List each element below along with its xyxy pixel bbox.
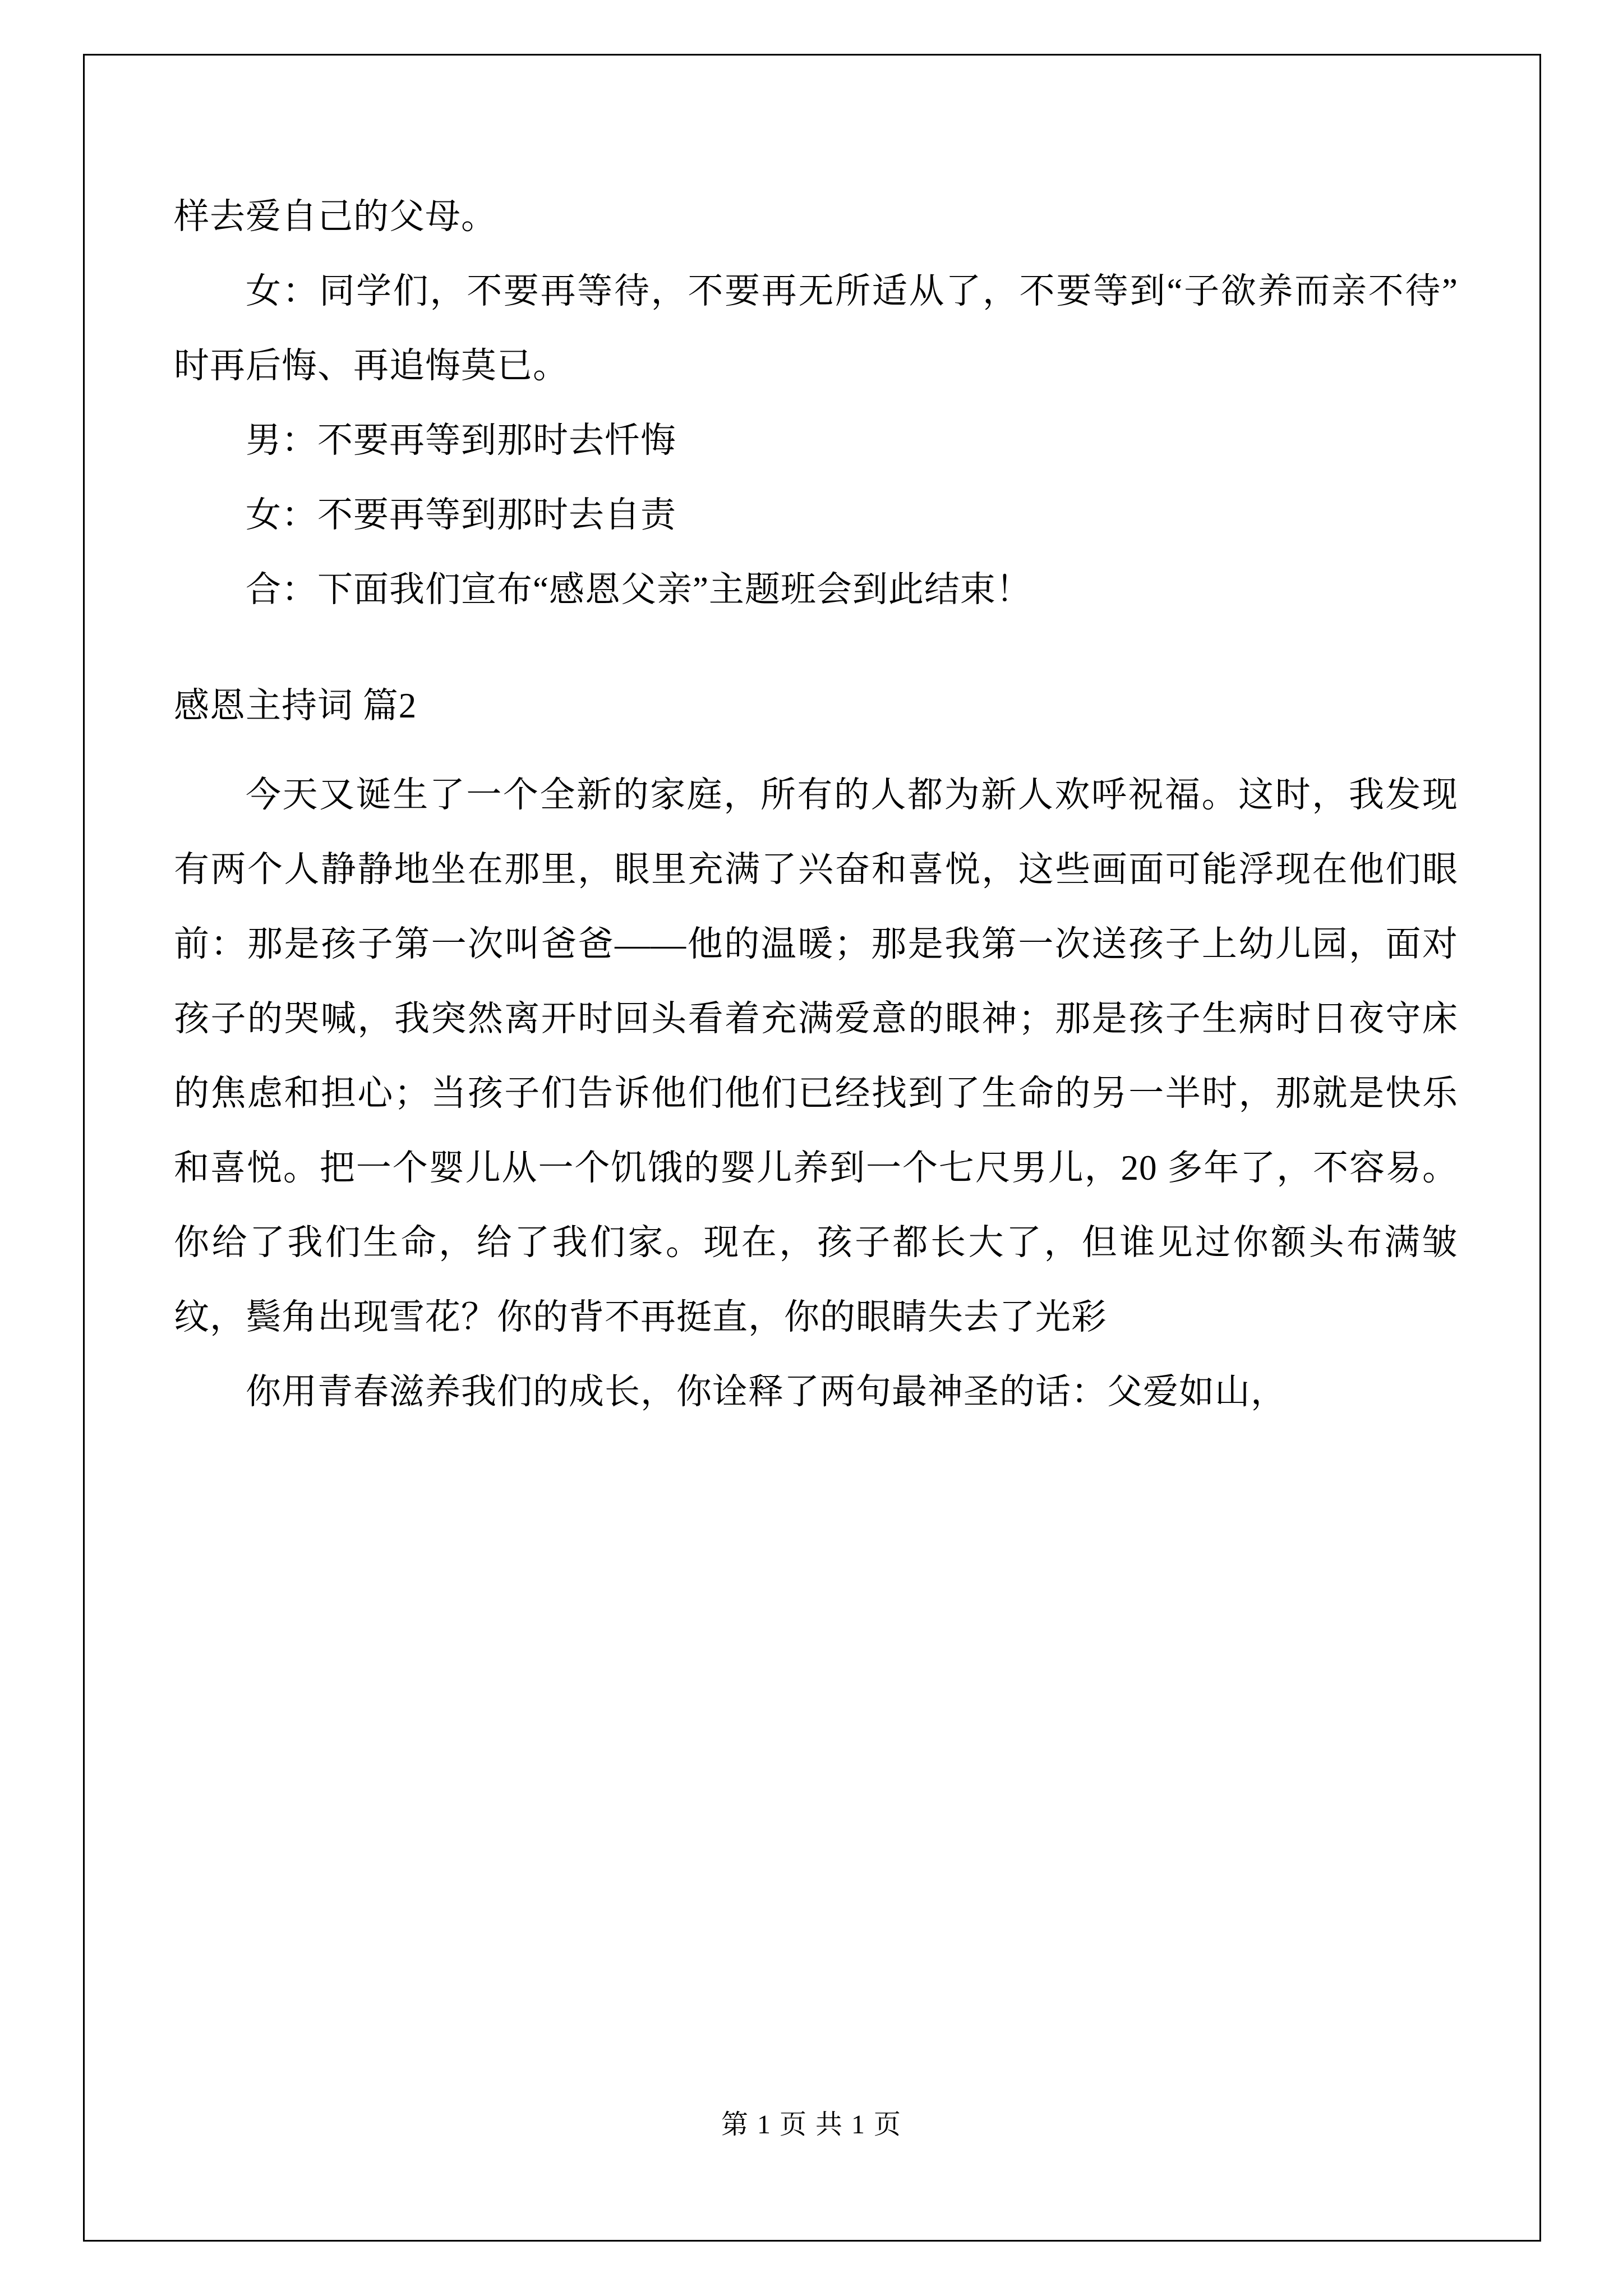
document-content — [174, 180, 1458, 1429]
page-footer — [0, 2102, 1623, 2141]
paragraph: 女：不要再等到那时去自责 — [246, 495, 676, 535]
paragraph: 合：下面我们宣布“感恩父亲”主题班会到此结束！ — [246, 570, 1032, 609]
section-heading: 感恩主持词 篇2 — [174, 686, 417, 725]
spacer — [174, 627, 1458, 650]
paragraph: 你用青春滋养我们的成长，你诠释了两句最神圣的话：父爱如山， — [246, 1372, 1287, 1411]
spacer — [174, 743, 1458, 758]
paragraph: 今天又诞生了一个全新的家庭，所有的人都为新人欢呼祝福。这时，我发现有两个人静静地坐在那里，眼里充满了兴奋和喜悦，这些画面可能浮现在他们眼前：那是孩子第一次叫爸爸——他的温暖；那是我第一次送孩子上幼儿园，面对孩子的哭喊，我突然离开时回头看着充满爱意的眼神；那是孩子生病时日夜守床的焦虑和担心；当孩子们告诉他们他们已经找到了生命的另一半时，那就是快乐和喜悦。把一个婴儿从一个饥饿的婴儿养到一个七尺男儿，20 多年了，不容易。你给了我们生命，给了我们家。现在，孩子都长大了，但谁见过你额头布满皱纹，鬓角出现雪花？你的背不再挺直，你的眼睛失去了光彩 — [174, 775, 1458, 1337]
page-number-label: 第 1 页 共 1 页 — [721, 2110, 902, 2139]
paragraph: 女：同学们，不要再等待，不要再无所适从了，不要等到“子欲养而亲不待”时再后悔、再追悔莫已。 — [174, 272, 1458, 385]
paragraph: 男：不要再等到那时去忏悔 — [246, 421, 676, 460]
paragraph: 样去爱自己的父母。 — [174, 197, 497, 236]
